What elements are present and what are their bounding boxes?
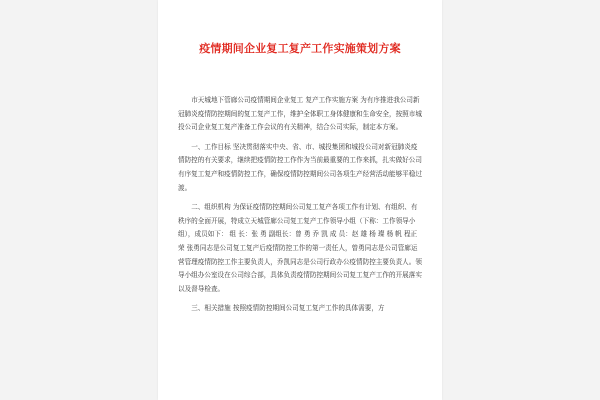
document-title: 疫情期间企业复工复产工作实施策划方案 (199, 42, 401, 55)
document-page (158, 0, 442, 400)
document-body (178, 94, 422, 316)
paragraph-measures: 三、相关措施 按照疫情防控期间公司复工复产工作的具体需要，方 (191, 304, 385, 313)
paragraph-intro: 市天城地下管廊公司疫情期间企业复工 复产工作实施方案 为有序推进我公司新冠肺炎疫情防控期间的复工复产工作，维护全体职工身体健康和生命安全，按照市城投公司企业复工复产准备工作会议的有关精神，结合公司实际，制定本方案。 (178, 96, 422, 132)
paragraph-organization: 二、组织机构 为保证疫情防控期间公司复工复产各项工作有计划、有组织、有秩序的全面开展，特成立天城管廊公司复工复产工作领导小组（下称：工作领导小组），成员如下： 组 长：张 勇 副组长：曾 勇 乔 凯 成 员：赵 雄 杨 璨 杨 帆 程正荣 张勇同志是公司复工复产后疫情防控工作的第一责任人，曾勇同志是公司管廊运营管理疫情防控工作主要负责人，乔凯同志是公司行政办公疫情防控主要负责人。领导小组办公室设在公司综合部，具体负责疫情防控期间公司复工复产工作的开展落实以及督导检查。 (178, 203, 422, 293)
paragraph-goals: 一、工作目标 坚决贯彻落实中央、省、市、城投集团和城投公司对新冠肺炎疫情防控的有关要求，继续把疫情防控工作作为当前最重要的工作来抓，扎实做好公司有序复工复产和疫情防控工作，确保疫情防控期间公司各项生产经营活动能够平稳过渡。 (178, 142, 422, 192)
